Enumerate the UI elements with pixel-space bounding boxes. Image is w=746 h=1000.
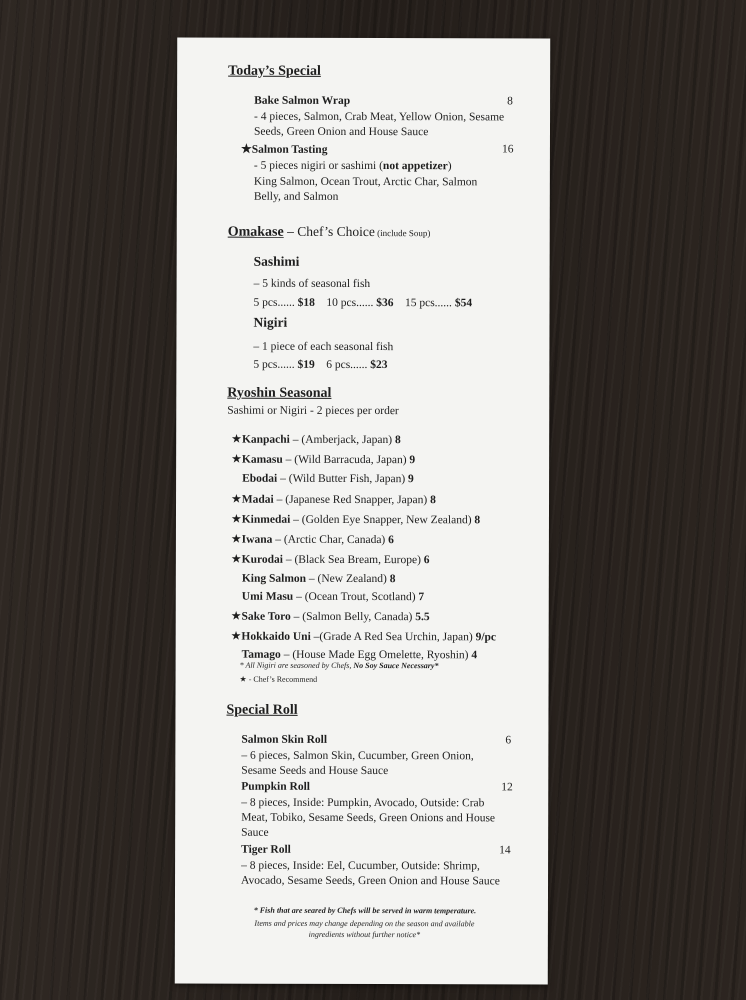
bake-salmon-wrap-price: 8 — [507, 95, 513, 108]
pumpkin-roll-name: Pumpkin Roll — [241, 780, 310, 793]
salmon-tasting-desc2: King Salmon, Ocean Trout, Arctic Char, Salmon Belly, and Salmon — [253, 175, 478, 203]
seasonal-item-desc: – (Wild Barracuda, Japan) — [282, 453, 410, 467]
seasonal-item — [231, 492, 436, 509]
seasonal-item-price: 8 — [474, 514, 481, 527]
seasonal-item-desc: – (House Made Egg Omelette, Ryoshin) — [280, 648, 472, 662]
seasonal-item-name: Madai — [241, 493, 274, 506]
seasonal-item-name: Kanpachi — [241, 433, 290, 446]
seasonal-item-name: Kinmedai — [241, 513, 291, 526]
seasonal-item — [231, 532, 394, 548]
seasonal-item — [231, 452, 415, 468]
seasonal-item — [231, 629, 496, 646]
star-icon: ★ — [231, 451, 242, 466]
seasonal-item-name: Hokkaido Uni — [241, 630, 311, 643]
seasonal-item — [242, 472, 414, 487]
seasonal-item-name: Ebodai — [242, 472, 278, 485]
seasonal-item — [231, 512, 480, 529]
sashimi-desc: – 5 kinds of seasonal fish — [253, 277, 371, 291]
tiger-roll-name: Tiger Roll — [241, 843, 291, 856]
seasonal-item-name: Sake Toro — [241, 610, 291, 623]
salmon-skin-roll-price: 6 — [505, 734, 512, 747]
seasonal-item — [242, 572, 396, 587]
seasonal-item-price: 9 — [409, 454, 416, 467]
seasonal-item-price: 9 — [408, 473, 414, 486]
omakase-heading: Omakase – Chef’s Choice (include Soup) — [227, 223, 431, 240]
todays-special-heading: Today’s Special — [228, 63, 321, 79]
seasonal-item-name: Iwana — [241, 533, 273, 546]
sashimi-prices: 5 pcs...... $18 10 pcs...... $36 15 pcs...... $54 — [253, 296, 473, 310]
salmon-tasting-desc: - 5 pieces nigiri or sashimi (not appetizer) — [253, 159, 452, 173]
salmon-tasting-name: ★Salmon Tasting — [240, 141, 328, 156]
seasonal-item-name: King Salmon — [241, 572, 307, 585]
menu-card — [175, 38, 550, 985]
bake-salmon-wrap-name: Bake Salmon Wrap — [254, 94, 351, 107]
seasonal-item-desc: – (Japanese Red Snapper, Japan) — [273, 493, 431, 507]
seasonal-item — [231, 432, 401, 448]
seasonal-item-price: 8 — [430, 494, 436, 507]
chef-recommend-note: ★ - Chef’s Recommend — [239, 674, 318, 684]
pumpkin-roll-desc: – 8 pieces, Inside: Pumpkin, Avocado, Outside: Crab Meat, Tobiko, Sesame Seeds, Green Onions and House Sauce — [241, 796, 496, 839]
seasonal-item-price: 8 — [394, 434, 401, 447]
seasonal-item-desc: – (Arctic Char, Canada) — [272, 533, 389, 547]
star-icon: ★ — [230, 531, 242, 546]
salmon-skin-roll-desc: – 6 pieces, Salmon Skin, Cucumber, Green Onion, Sesame Seeds and House Sauce — [241, 749, 474, 778]
seasonal-item-price: 6 — [423, 554, 430, 567]
bake-salmon-wrap-desc: - 4 pieces, Salmon, Crab Meat, Yellow Onion, Sesame Seeds, Green Onion and House Sauce — [253, 110, 505, 139]
seasonal-item-name: Kurodai — [241, 553, 283, 566]
seasonal-item-desc: – (Golden Eye Snapper, New Zealand) — [290, 513, 475, 527]
seasonal-item-desc: – (Salmon Belly, Canada) — [290, 610, 416, 624]
star-icon: ★ — [231, 431, 242, 446]
tiger-roll-price: 14 — [499, 844, 511, 857]
seasonal-item-price: 4 — [471, 649, 478, 662]
sashimi-heading: Sashimi — [253, 253, 300, 269]
nigiri-note: * All Nigiri are seasoned by Chefs, No Soy Sauce Necessary* — [239, 660, 439, 671]
nigiri-desc: – 1 piece of each seasonal fish — [253, 340, 394, 354]
seasonal-item-name: Kamasu — [241, 453, 283, 466]
seasonal-item-name: Tamago — [241, 648, 281, 661]
seasonal-item-desc: –(Grade A Red Sea Urchin, Japan) — [310, 630, 476, 644]
seasonal-item — [231, 552, 430, 569]
seasonal-item-price: 6 — [388, 534, 394, 547]
seasonal-subtitle: Sashimi or Nigiri - 2 pieces per order — [227, 404, 399, 418]
seasonal-item-desc: – (Wild Butter Fish, Japan) — [277, 472, 409, 486]
pumpkin-roll-price: 12 — [501, 781, 513, 794]
salmon-skin-roll-name: Salmon Skin Roll — [241, 733, 328, 746]
seasonal-item — [231, 609, 430, 626]
seasonal-item-name: Umi Masu — [241, 590, 294, 603]
seasonal-heading: Ryoshin Seasonal — [227, 385, 332, 401]
seasonal-item-price: 8 — [389, 573, 396, 586]
seasonal-item-desc: – (New Zealand) — [306, 572, 390, 586]
star-icon: ★ — [231, 491, 242, 506]
seasonal-item-price: 7 — [418, 591, 425, 604]
seasonal-item-desc: – (Amberjack, Japan) — [289, 433, 395, 447]
tiger-roll-desc: – 8 pieces, Inside: Eel, Cucumber, Outside: Shrimp, Avocado, Sesame Seeds, Green Onion and House Sauce — [241, 859, 500, 888]
star-icon: ★ — [230, 511, 242, 526]
nigiri-heading: Nigiri — [253, 314, 288, 330]
footer-price-note: Items and prices may change depending on the season and available ingredients without further notice* — [254, 918, 475, 940]
nigiri-prices: 5 pcs...... $19 6 pcs...... $23 — [253, 358, 388, 372]
star-icon: ★ — [240, 141, 252, 156]
seasonal-item — [242, 590, 424, 605]
footer-seared-note: * Fish that are seared by Chefs will be served in warm temperature. — [253, 905, 477, 916]
seasonal-item-price: 5.5 — [415, 611, 430, 624]
star-icon: ★ — [230, 628, 242, 643]
star-icon: ★ — [230, 551, 242, 566]
seasonal-item-price: 9/pc — [475, 631, 497, 644]
seasonal-item-desc: – (Ocean Trout, Scotland) — [293, 590, 419, 604]
salmon-tasting-price: 16 — [501, 143, 514, 156]
seasonal-item-desc: – (Black Sea Bream, Europe) — [282, 553, 424, 567]
special-roll-heading: Special Roll — [226, 702, 298, 718]
star-icon: ★ — [230, 608, 242, 623]
